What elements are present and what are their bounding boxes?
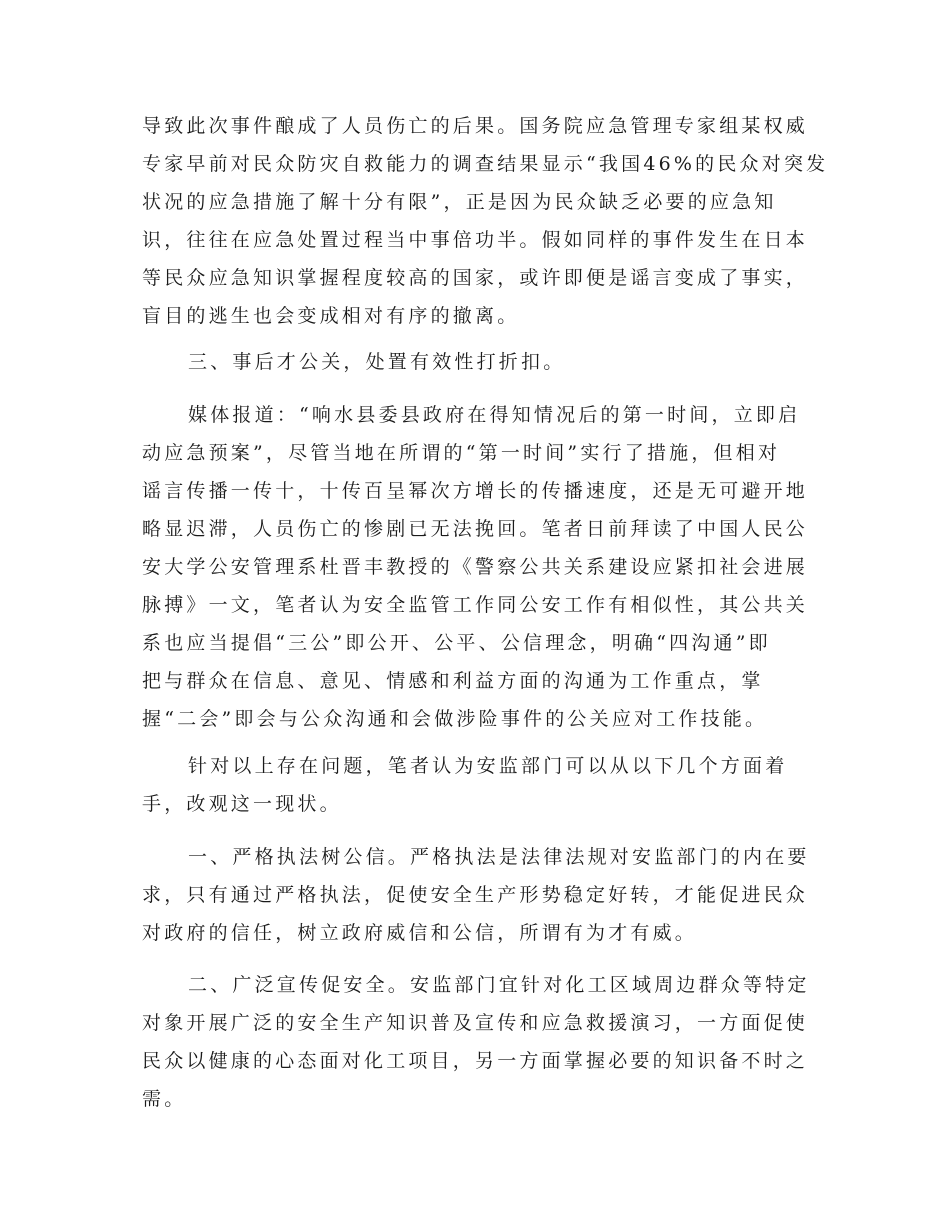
text-line: 握“二会”即会与公众沟通和会做涉险事件的公关应对工作技能。 (142, 708, 768, 730)
paragraph-emergency-knowledge (142, 107, 829, 335)
text-line: 盲目的逃生也会变成相对有序的撤离。 (142, 305, 520, 327)
text-line: 需。 (142, 1088, 187, 1110)
text-line: 等民众应急知识掌握程度较高的国家，或许即便是谣言变成了事实， (142, 267, 809, 289)
text-line: 脉搏》一文，笔者认为安全监管工作同公安工作有相似性，其公共关 (142, 594, 809, 616)
text-line: 求，只有通过严格执法，促使安全生产形势稳定好转，才能促进民众 (142, 884, 809, 906)
text-line: 谣言传播一传十，十传百呈幂次方增长的传播速度，还是无可避开地 (142, 480, 809, 502)
text-line: 二、广泛宣传促安全。安监部门宜针对化工区域周边群众等特定 (188, 974, 810, 996)
text-line: 状况的应急措施了解十分有限”，正是因为民众缺乏必要的应急知 (142, 191, 777, 213)
text-line: 专家早前对民众防灾自救能力的调查结果显示“我国46%的民众对突发 (142, 153, 829, 175)
text-line: 三、事后才公关，处置有效性打折扣。 (188, 351, 566, 373)
text-line: 安大学公安管理系杜晋丰教授的《警察公共关系建设应紧扣社会进展 (142, 556, 809, 578)
text-line: 对政府的信任，树立政府威信和公信，所谓有为才有威。 (142, 922, 698, 944)
text-line: 对象开展广泛的安全生产知识普及宣传和应急救援演习，一方面促使 (142, 1012, 809, 1034)
text-line: 把与群众在信息、意见、情感和利益方面的沟通为工作重点，掌 (142, 670, 764, 692)
text-line: 识，往往在应急处置过程当中事倍功半。假如同样的事件发生在日本 (142, 229, 809, 251)
paragraph-media-report (142, 396, 810, 738)
paragraph-safety-publicity (142, 966, 810, 1118)
text-line: 手，改观这一现状。 (142, 793, 342, 815)
text-line: 导致此次事件酿成了人员伤亡的后果。国务院应急管理专家组某权威 (142, 115, 809, 137)
section-heading-three (142, 343, 810, 381)
paragraph-strict-enforcement (142, 838, 810, 952)
text-line: 民众以健康的心态面对化工项目，另一方面掌握必要的知识备不时之 (142, 1050, 809, 1072)
text-line: 系也应当提倡“三公”即公开、公平、公信理念，明确“四沟通”即 (142, 632, 771, 654)
paragraph-problems-intro (142, 747, 810, 823)
text-line: 一、严格执法树公信。严格执法是法律法规对安监部门的内在要 (188, 846, 810, 868)
text-line: 媒体报道：“响水县委县政府在得知情况后的第一时间，立即启 (188, 404, 801, 426)
text-line: 针对以上存在问题，笔者认为安监部门可以从以下几个方面着 (188, 755, 788, 777)
text-line: 略显迟滞，人员伤亡的惨剧已无法挽回。笔者日前拜读了中国人民公 (142, 518, 809, 540)
text-line: 动应急预案”，尽管当地在所谓的“第一时间”实行了措施，但相对 (142, 442, 781, 464)
